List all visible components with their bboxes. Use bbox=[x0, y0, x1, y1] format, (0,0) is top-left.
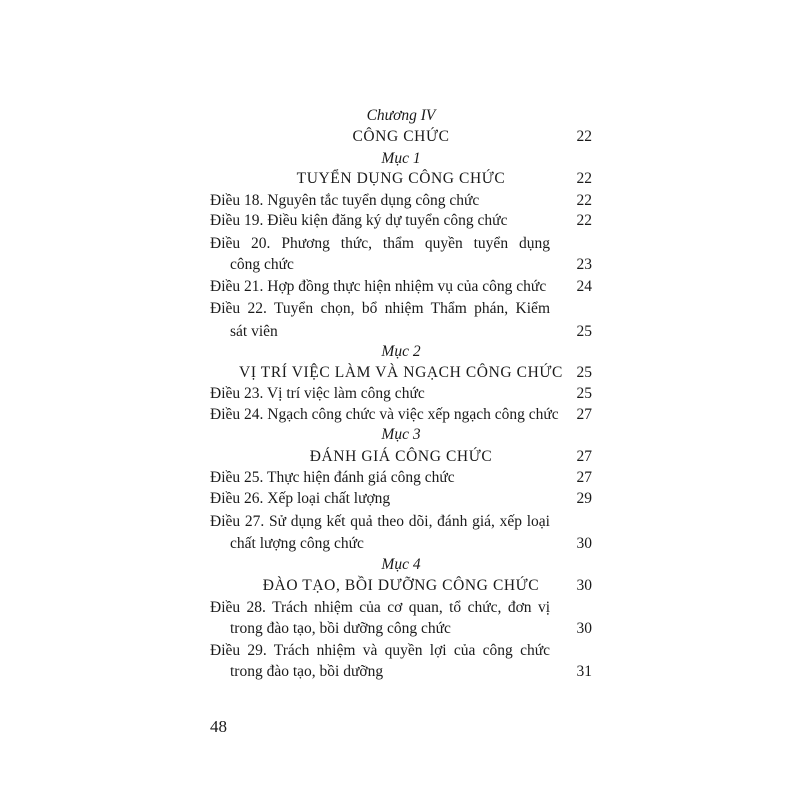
chapter-page: 22 bbox=[576, 128, 592, 145]
entry-page: 24 bbox=[576, 278, 592, 295]
entry-page: 25 bbox=[576, 323, 592, 340]
section-page: 22 bbox=[576, 170, 592, 187]
entry-title-cont: công chức bbox=[230, 256, 294, 273]
section-title: ĐÀO TẠO, BỒI DƯỠNG CÔNG CHỨC bbox=[262, 577, 540, 594]
entry-title-cont: sát viên bbox=[230, 323, 278, 340]
entry-page: 25 bbox=[576, 385, 592, 402]
entry-title: Điều 24. Ngạch công chức và việc xếp ngạch công chức bbox=[210, 406, 559, 423]
entry-title-cont: chất lượng công chức bbox=[230, 535, 364, 552]
entry-title: Điều 18. Nguyên tắc tuyển dụng công chức bbox=[210, 192, 480, 209]
entry-title: Điều 25. Thực hiện đánh giá công chức bbox=[210, 469, 455, 486]
entry-title: Điều 21. Hợp đồng thực hiện nhiệm vụ của công chức bbox=[210, 278, 547, 295]
entry-title-cont: trong đào tạo, bồi dưỡng công chức bbox=[230, 620, 451, 637]
page-number: 48 bbox=[210, 717, 227, 736]
entry-title: Điều 28. Trách nhiệm của cơ quan, tổ chức, đơn vị bbox=[210, 599, 550, 616]
section-label: Mục 3 bbox=[381, 426, 421, 443]
entry-title: Điều 20. Phương thức, thẩm quyền tuyển dụng bbox=[210, 235, 550, 252]
entry-page: 27 bbox=[576, 469, 592, 486]
entry-title: Điều 27. Sử dụng kết quả theo dõi, đánh giá, xếp loại bbox=[210, 513, 550, 530]
section-page: 27 bbox=[576, 448, 592, 465]
entry-page: 23 bbox=[576, 256, 592, 273]
entry-title: Điều 19. Điều kiện đăng ký dự tuyển công chức bbox=[210, 212, 508, 229]
section-title: ĐÁNH GIÁ CÔNG CHỨC bbox=[309, 448, 493, 465]
entry-page: 31 bbox=[576, 663, 592, 680]
entry-title: Điều 29. Trách nhiệm và quyền lợi của công chức bbox=[210, 642, 550, 659]
section-title: VỊ TRÍ VIỆC LÀM VÀ NGẠCH CÔNG CHỨC bbox=[239, 364, 563, 381]
entry-page: 22 bbox=[576, 212, 592, 229]
entry-page: 30 bbox=[576, 620, 592, 637]
entry-title-cont: trong đào tạo, bồi dưỡng bbox=[230, 663, 384, 680]
section-label: Mục 2 bbox=[381, 343, 421, 360]
entry-title: Điều 23. Vị trí việc làm công chức bbox=[210, 385, 425, 402]
section-label: Mục 4 bbox=[381, 556, 421, 573]
entry-title: Điều 26. Xếp loại chất lượng bbox=[210, 490, 391, 507]
section-title: TUYỂN DỤNG CÔNG CHỨC bbox=[296, 170, 506, 187]
entry-title: Điều 22. Tuyển chọn, bổ nhiệm Thẩm phán, Kiểm bbox=[210, 300, 550, 317]
entry-page: 30 bbox=[576, 535, 592, 552]
section-page: 30 bbox=[576, 577, 592, 594]
entry-page: 27 bbox=[576, 406, 592, 423]
entry-page: 22 bbox=[576, 192, 592, 209]
section-page: 25 bbox=[576, 364, 592, 381]
entry-page: 29 bbox=[576, 490, 592, 507]
chapter-label: Chương IV bbox=[366, 107, 436, 124]
chapter-title: CÔNG CHỨC bbox=[352, 128, 450, 145]
section-label: Mục 1 bbox=[381, 150, 421, 167]
